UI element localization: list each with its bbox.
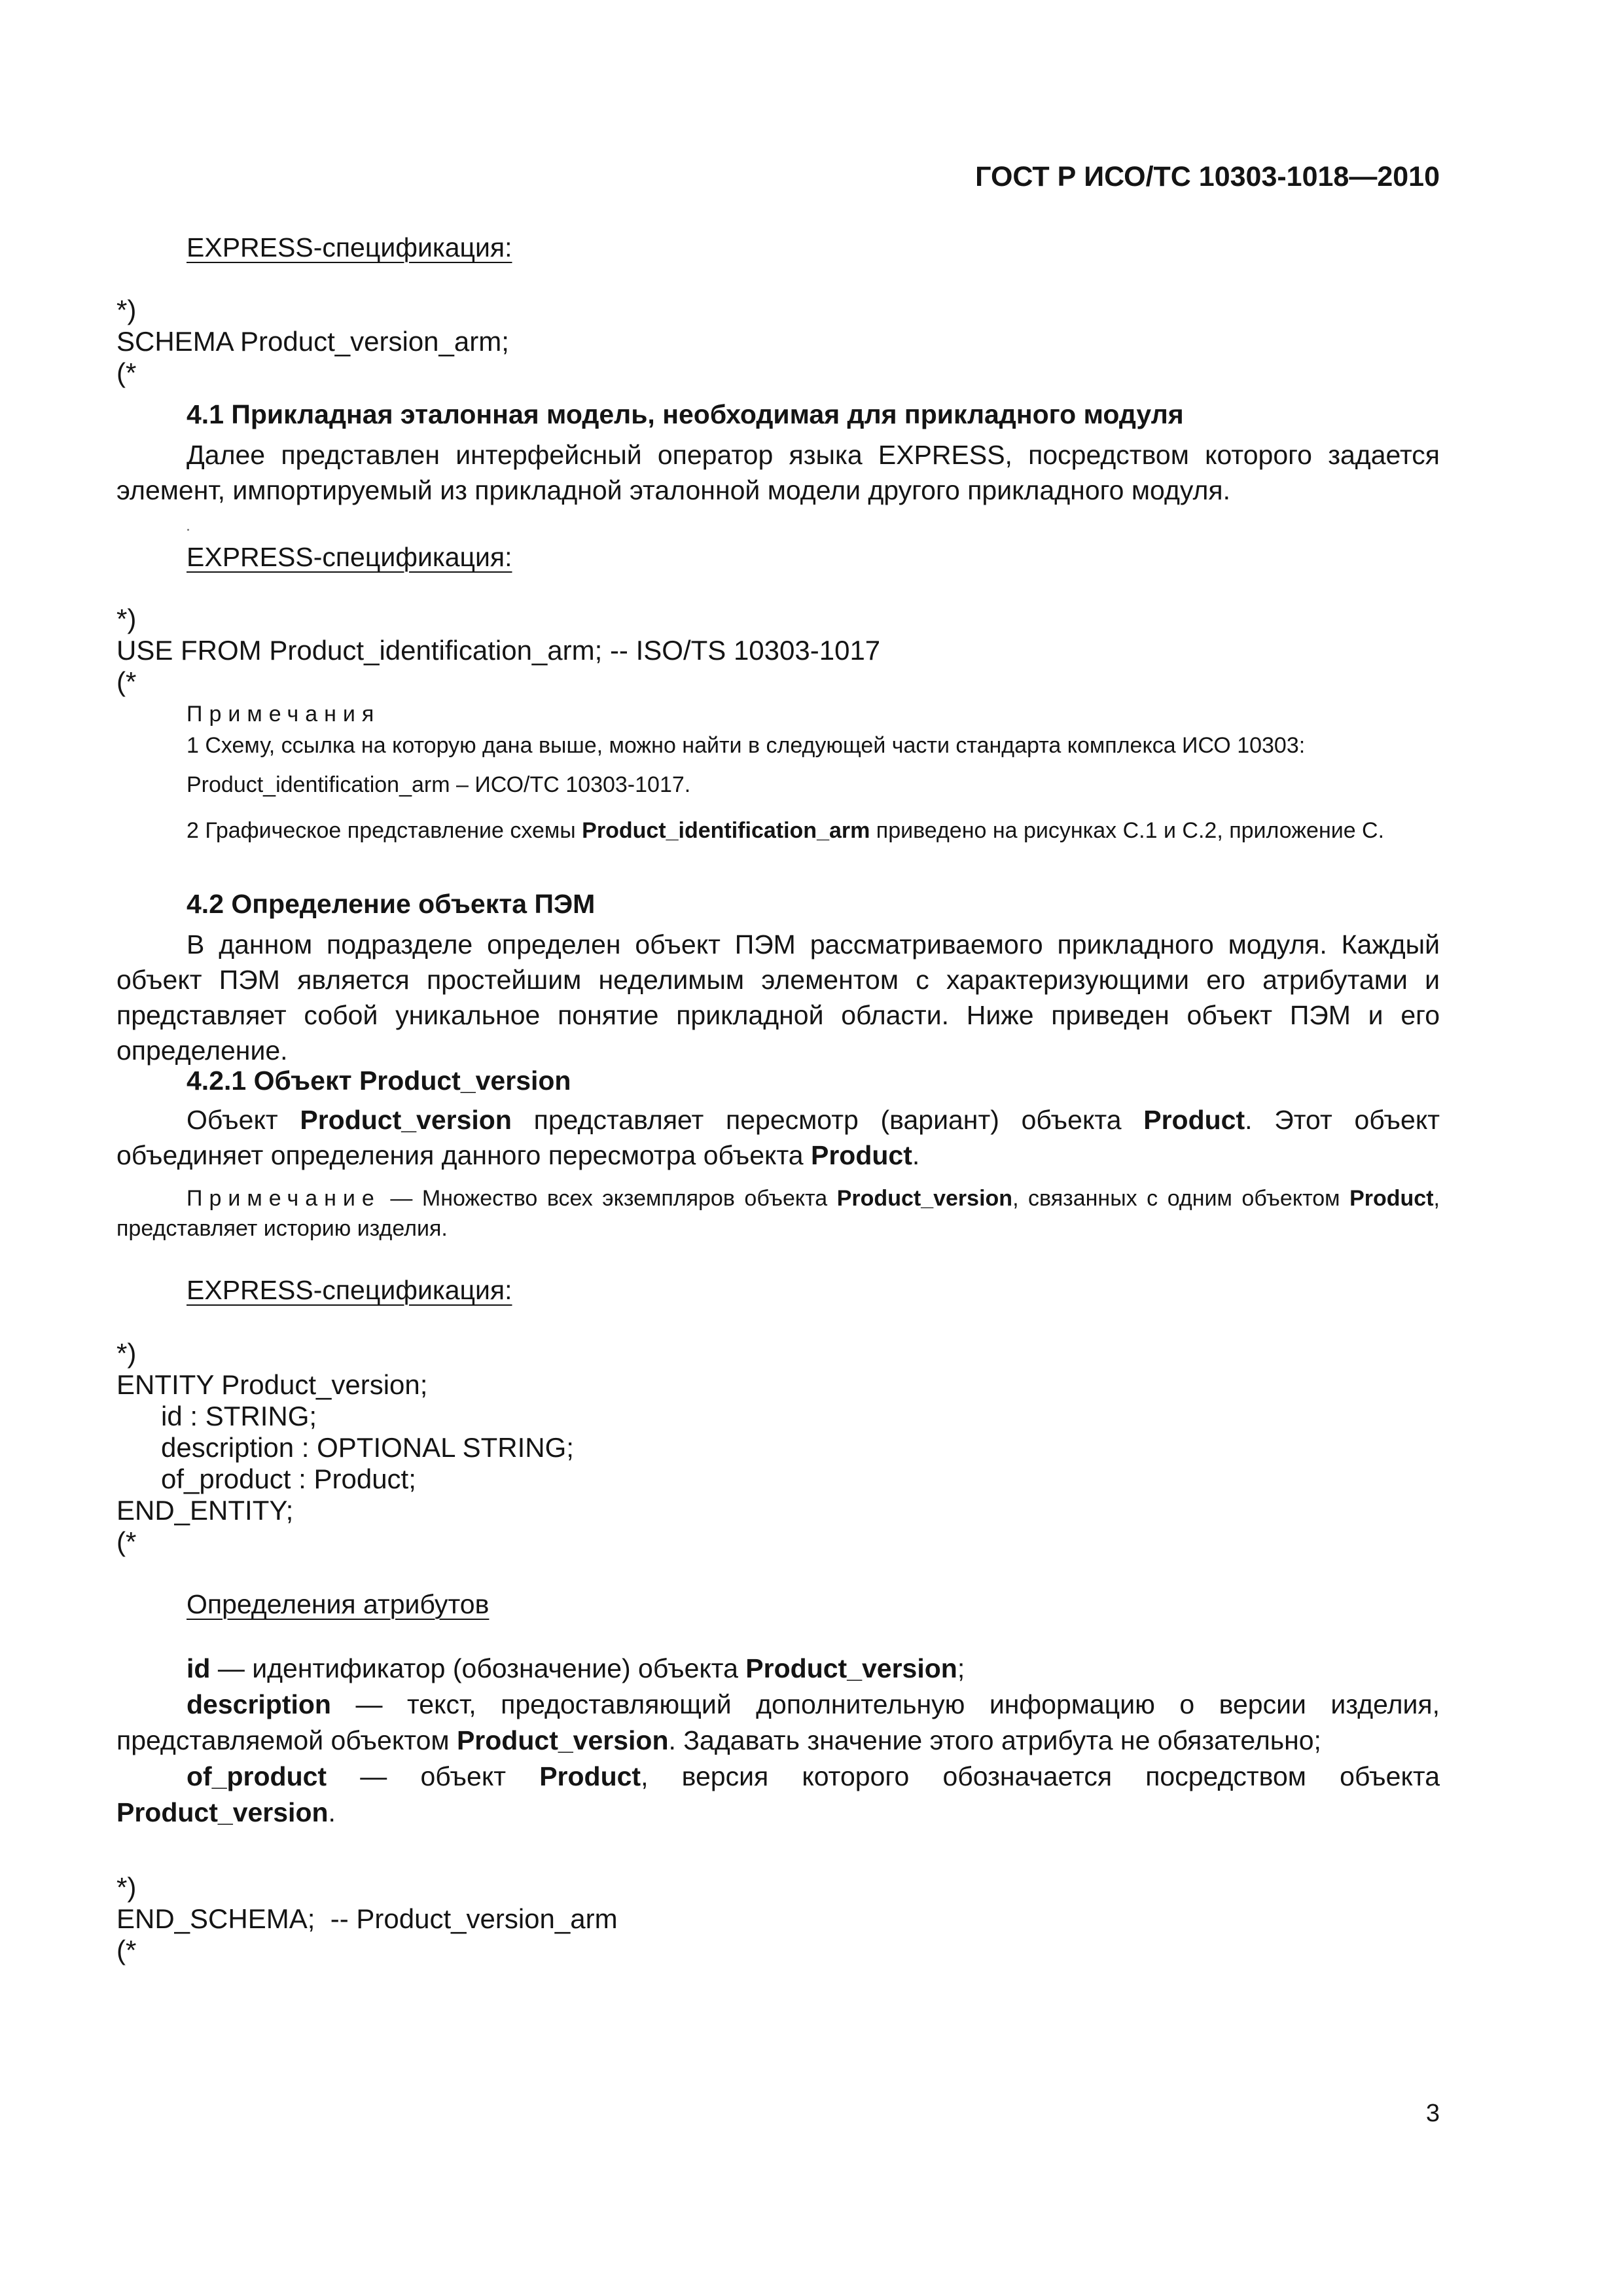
definition-id: id — идентификатор (обозначение) объекта Product_version;	[187, 1653, 965, 1683]
code-line: of_product : Product;	[161, 1463, 416, 1494]
standard-header: ГОСТ Р ИСО/ТС 10303-1018—2010	[975, 161, 1440, 192]
section-heading-4-2: 4.2 Определение объекта ПЭМ	[187, 889, 596, 919]
section-heading-4-1: 4.1 Прикладная эталонная модель, необходимая для прикладного модуля	[187, 399, 1184, 429]
code-line: USE FROM Product_identification_arm; -- ISO/TS 10303-1017	[116, 635, 881, 666]
note-2: 2 Графическое представление схемы Product_identification_arm приведено на рисунках С.1 и С.2, приложение С.	[187, 818, 1385, 843]
code-line: description : OPTIONAL STRING;	[161, 1432, 574, 1463]
stray-dot	[187, 529, 189, 531]
code-block-entity	[116, 1338, 574, 1558]
code-line: *)	[116, 1872, 137, 1903]
note-1-reference: Product_identification_arm – ИСО/ТС 10303-1017.	[187, 772, 691, 797]
section-4-2-paragraph: В данном подразделе определен объект ПЭМ рассматриваемого прикладного модуля. Каждый объект ПЭМ является простейшим неделимым элементом с характеризующими его атрибутами и представляет собой уникальное понятие прикладной области. Ниже приведен объект ПЭМ и его определение.	[116, 929, 1440, 1066]
code-line: END_ENTITY;	[116, 1495, 294, 1526]
code-line: (*	[116, 357, 137, 388]
attribute-definitions-caption: Определения атрибутов	[187, 1589, 490, 1619]
code-line: *)	[116, 295, 137, 325]
definition-of-product: of_product — объект Product, версия которого обозначается посредством объекта Product_version.	[116, 1761, 1440, 1827]
express-caption: EXPRESS-спецификация:	[187, 542, 512, 572]
code-line: *)	[116, 1338, 137, 1369]
section-heading-4-2-1: 4.2.1 Объект Product_version	[187, 1066, 571, 1096]
express-caption: EXPRESS-спецификация:	[187, 232, 512, 262]
code-line: (*	[116, 1935, 137, 1965]
code-line: SCHEMA Product_version_arm;	[116, 326, 509, 357]
note-product-version: Примечание — Множество всех экземпляров объекта Product_version, связанных с одним объектом Product, представляет историю изделия.	[116, 1186, 1440, 1241]
code-line: END_SCHEMA; -- Product_version_arm	[116, 1903, 618, 1934]
code-block-end-schema	[116, 1872, 618, 1966]
code-line: ENTITY Product_version;	[116, 1369, 428, 1400]
section-4-1-paragraph: Далее представлен интерфейсный оператор языка EXPRESS, посредством которого задается элемент, импортируемый из прикладной эталонной модели другого прикладного модуля.	[116, 440, 1440, 505]
definition-description: description — текст, предоставляющий дополнительную информацию о версии изделия, представляемой объектом Product_version. Задавать значение этого атрибута не обязательно;	[116, 1689, 1440, 1755]
code-line: id : STRING;	[161, 1401, 317, 1431]
code-line: (*	[116, 1526, 137, 1557]
page-number: 3	[1425, 2100, 1440, 2127]
attribute-definitions	[116, 1651, 1440, 1831]
express-caption: EXPRESS-спецификация:	[187, 1275, 512, 1305]
code-line: *)	[116, 603, 137, 634]
note-1: 1 Схему, ссылка на которую дана выше, можно найти в следующей части стандарта комплекса ИСО 10303:	[187, 733, 1306, 758]
code-line: (*	[116, 666, 137, 697]
code-block-use-from	[116, 603, 880, 698]
code-block-schema	[116, 295, 509, 389]
notes-header: Примечания	[187, 702, 381, 726]
section-4-2-1-paragraph: Объект Product_version представляет пересмотр (вариант) объекта Product. Этот объект объединяет определения данного пересмотра объекта Product.	[116, 1105, 1440, 1170]
